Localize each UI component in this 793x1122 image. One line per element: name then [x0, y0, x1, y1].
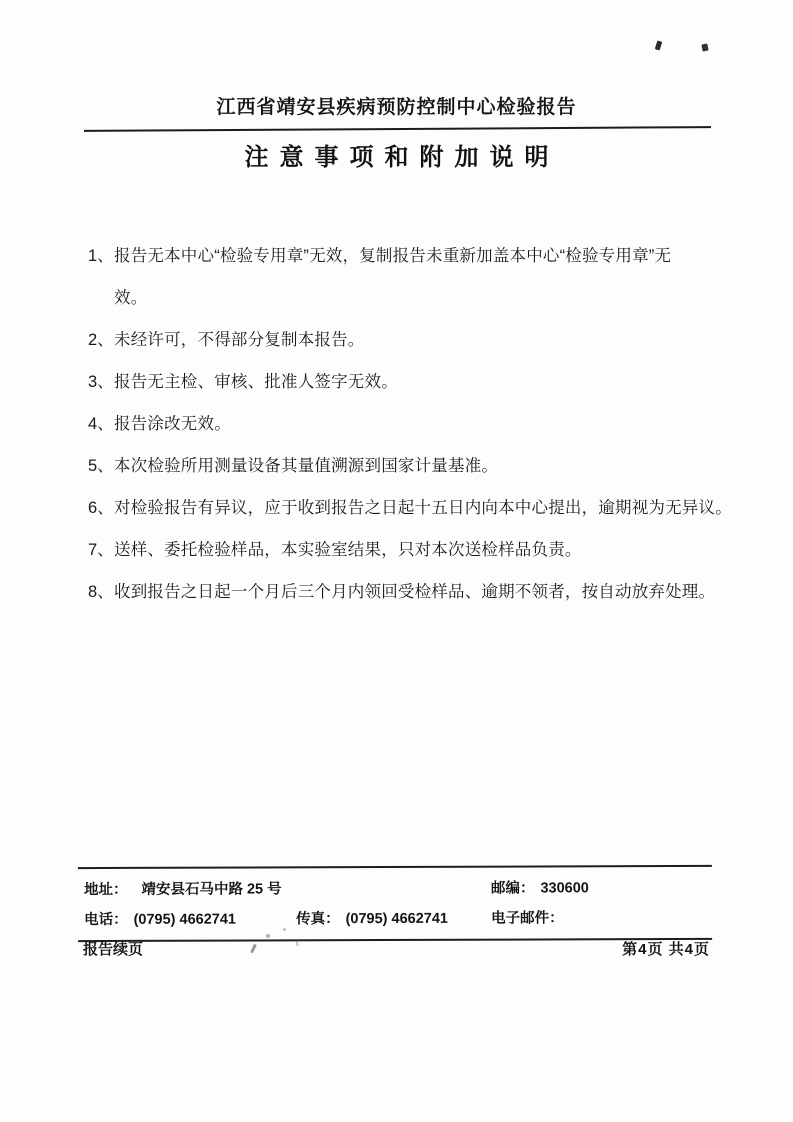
- note-text: 本次检验所用测量设备其量值溯源到国家计量基准。: [114, 457, 499, 475]
- note-text: 效。: [114, 289, 148, 307]
- contact-info-block: [78, 865, 712, 942]
- address-value: 靖安县石马中路 25 号: [141, 881, 282, 898]
- note-number: 8、: [88, 583, 114, 601]
- title-divider-line: [84, 126, 711, 132]
- note-number: 2、: [88, 331, 114, 349]
- note-number: 6、: [88, 499, 114, 517]
- email-field: [491, 906, 712, 928]
- note-item-7: [88, 539, 716, 561]
- postcode-field: [491, 876, 712, 898]
- fax-value: (0795) 4662741: [345, 910, 448, 928]
- scan-artifact: [701, 43, 708, 51]
- note-text: 收到报告之日起一个月后三个月内领回受检样品、逾期不领者，按自动放弃处理。: [114, 583, 716, 601]
- postcode-value: 330600: [540, 880, 589, 897]
- notes-list: [88, 245, 732, 623]
- note-number: 3、: [88, 373, 114, 391]
- note-item-3: [88, 371, 716, 393]
- contact-row-phone: [78, 906, 712, 929]
- note-item-4: [88, 413, 716, 435]
- phone-field: [78, 907, 296, 929]
- fax-field: [296, 907, 491, 929]
- note-text: 对检验报告有异议，应于收到报告之日起十五日内向本中心提出，逾期视为无异议。: [114, 499, 732, 517]
- note-number: 1、: [88, 247, 114, 265]
- note-text: 送样、委托检验样品，本实验室结果，只对本次送检样品负责。: [114, 541, 582, 559]
- phone-value: (0795) 4662741: [133, 911, 236, 928]
- page-number: 第4页 共4页: [622, 941, 710, 958]
- contact-row-address: [78, 876, 712, 899]
- scan-artifact: [655, 40, 663, 50]
- address-label: 地址：: [83, 881, 128, 899]
- note-item-1: [88, 245, 716, 267]
- note-number: 5、: [88, 457, 114, 475]
- page-subtitle: 注意事项和附加说明: [244, 144, 560, 171]
- postcode-label: 邮编：: [490, 880, 535, 897]
- note-number: 7、: [88, 541, 114, 559]
- note-text: 未经许可，不得部分复制本报告。: [114, 331, 365, 349]
- note-item-1-continuation: [88, 287, 716, 309]
- email-label: 电子邮件：: [491, 910, 564, 927]
- report-continuation-label: 报告续页: [83, 941, 144, 958]
- note-item-6: [88, 497, 732, 519]
- note-number: 4、: [88, 415, 114, 433]
- note-text: 报告无主检、审核、批准人签字无效。: [114, 373, 398, 391]
- scan-artifact: [250, 944, 257, 953]
- address-field: [78, 877, 491, 899]
- note-text: 报告涂改无效。: [114, 415, 231, 433]
- phone-label: 电话：: [84, 911, 128, 929]
- fax-label: 传真：: [296, 911, 340, 928]
- note-item-8: [88, 581, 716, 603]
- note-item-2: [88, 329, 716, 351]
- note-text: 报告无本中心“检验专用章”无效，复制报告未重新加盖本中心“检验专用章”无: [114, 247, 672, 265]
- note-item-5: [88, 455, 716, 477]
- document-title: 江西省靖安县疾病预防控制中心检验报告: [216, 97, 577, 118]
